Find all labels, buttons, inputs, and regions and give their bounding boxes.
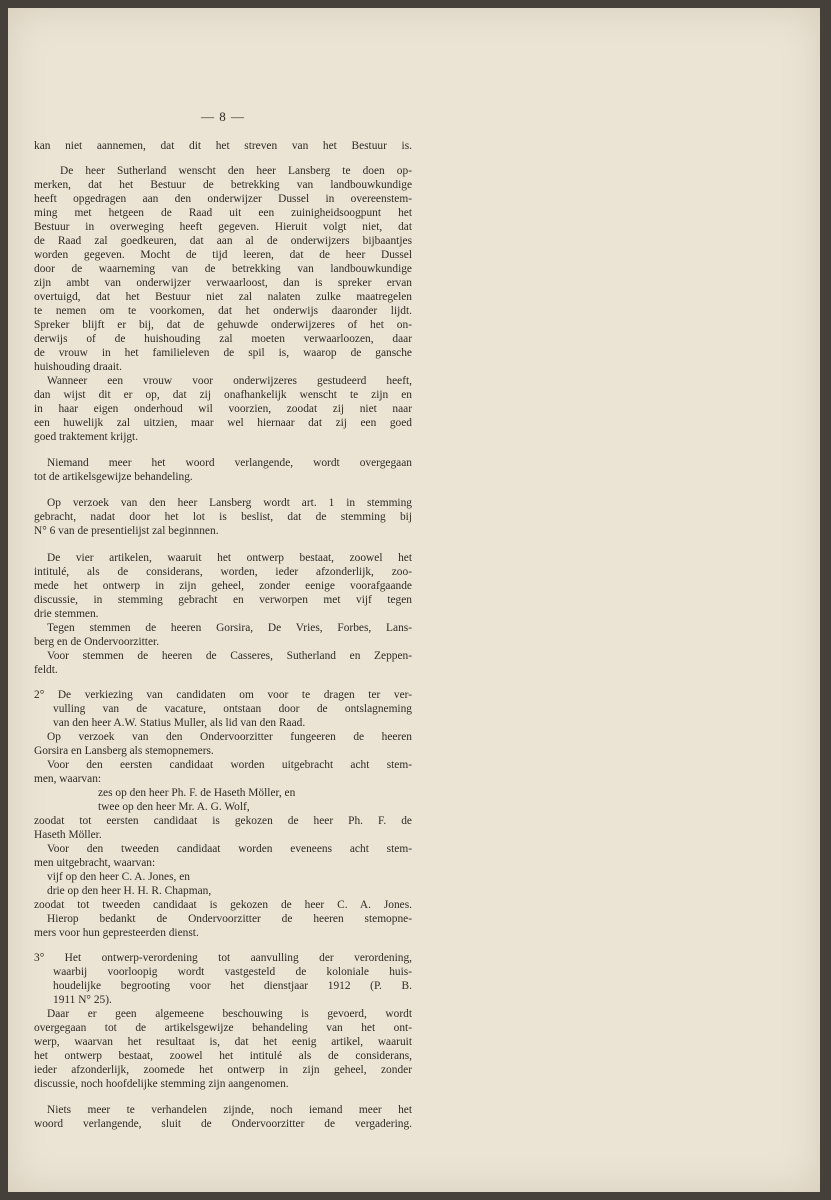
text-line: Niets meer te verhandelen zijnde, noch iemand meer het	[47, 1104, 412, 1116]
text-line: merken, dat het Bestuur de betrekking van landbouwkundige	[34, 179, 412, 191]
text-line: Op verzoek van den Ondervoorzitter fungeeren de heeren	[47, 731, 412, 743]
text-line: berg en de Ondervoorzitter.	[34, 636, 160, 648]
text-line: tot de artikelsgewijze behandeling.	[34, 471, 193, 483]
text-line: overgegaan tot de artikelsgewijze behandeling van het ont-	[34, 1022, 412, 1034]
text-line: Gorsira en Lansberg als stemopnemers.	[34, 745, 214, 757]
text-line: vijf op den heer C. A. Jones, en	[47, 871, 190, 883]
text-line: Bestuur in overweging heeft gegeven. Hieruit volgt niet, dat	[34, 221, 412, 233]
text-line: Haseth Möller.	[34, 829, 102, 841]
text-line: heeft opgedragen aan den onderwijzer Dussel in overeenstem-	[34, 193, 412, 205]
text-line: Spreker blijft er bij, dat de gehuwde onderwijzeres of het on-	[34, 319, 412, 331]
page-number: — 8 —	[201, 109, 245, 124]
text-line: overtuigd, dat het Bestuur niet zal nalaten zulke maatregelen	[34, 291, 412, 303]
text-line: intitulé, als de considerans, worden, ieder afzonderlijk, zoo-	[34, 566, 412, 578]
text-line: huishouding draait.	[34, 361, 122, 373]
text-line: te nemen om te voorkomen, dat het onderwijs daaronder lijdt.	[34, 305, 412, 317]
text-line: Wanneer een vrouw voor onderwijzeres gestudeerd heeft,	[47, 375, 412, 387]
text-line: Daar er geen algemeene beschouwing is gevoerd, wordt	[47, 1008, 412, 1020]
text-line: een huwelijk zal uitzien, maar wel hiernaar dat zij een goed	[34, 417, 412, 429]
text-line: discussie, noch hoofdelijke stemming zijn aangenomen.	[34, 1078, 289, 1090]
text-line: ming met hetgeen de Raad uit een zuinigheidsoogpunt het	[34, 207, 412, 219]
text-line: zoodat tot eersten candidaat is gekozen de heer Ph. F. de	[34, 815, 412, 827]
text-line: de Raad zal goedkeuren, dat aan al de onderwijzers bijbaantjes	[34, 235, 412, 247]
text-line: mers voor hun gepresteerden dienst.	[34, 927, 199, 939]
text-line: waarbij voorloopig wordt vastgesteld de koloniale huis-	[53, 966, 412, 978]
text-line: vulling van de vacature, ontstaan door de ontslagneming	[53, 703, 412, 715]
text-line: goed traktement krijgt.	[34, 431, 139, 443]
text-line: dan wijst dit er op, dat zij onafhankelijk wenscht te zijn en	[34, 389, 412, 401]
text-line: drie stemmen.	[34, 608, 99, 620]
text-line: feldt.	[34, 664, 58, 676]
text-line: De vier artikelen, waaruit het ontwerp bestaat, zoowel het	[47, 552, 412, 564]
text-line: werp, waarvan het resultaat is, dat het eenig artikel, waaruit	[34, 1036, 412, 1048]
text-line: kan niet aannemen, dat dit het streven van het Bestuur is.	[34, 140, 412, 152]
text-line: het ontwerp bestaat, zoowel het intitulé als de considerans,	[34, 1050, 412, 1062]
text-line: drie op den heer H. H. R. Chapman,	[47, 885, 212, 897]
text-line: 2° De verkiezing van candidaten om voor te dragen ter ver-	[34, 689, 412, 701]
text-line: 3° Het ontwerp-verordening tot aanvulling der verordening,	[34, 952, 412, 964]
text-line: Niemand meer het woord verlangende, wordt overgegaan	[47, 457, 412, 469]
text-line: N° 6 van de presentielijst zal beginnnen.	[34, 525, 219, 537]
text-line: Voor den tweeden candidaat worden eveneens acht stem-	[47, 843, 412, 855]
text-line: zes op den heer Ph. F. de Haseth Möller, en	[98, 787, 296, 799]
text-line: de vrouw in het familieleven de spil is, waarop de gansche	[34, 347, 412, 359]
text-line: van den heer A.W. Statius Muller, als lid van den Raad.	[53, 717, 306, 729]
text-line: woord verlangende, sluit de Ondervoorzitter de vergadering.	[34, 1118, 412, 1130]
text-line: houdelijke begrooting voor het dienstjaar 1912 (P. B.	[53, 980, 412, 992]
document-page	[8, 8, 820, 1192]
text-line: Voor stemmen de heeren de Casseres, Sutherland en Zeppen-	[47, 650, 412, 662]
text-line: twee op den heer Mr. A. G. Wolf,	[98, 801, 250, 813]
text-line: men, waarvan:	[34, 773, 102, 785]
text-line: zoodat tot tweeden candidaat is gekozen de heer C. A. Jones.	[34, 899, 412, 911]
text-line: De heer Sutherland wenscht den heer Lansberg te doen op-	[60, 165, 412, 177]
text-line: in haar eigen onderhoud wil voorzien, zoodat zij niet naar	[34, 403, 412, 415]
text-line: Hierop bedankt de Ondervoorzitter de heeren stemopne-	[47, 913, 412, 925]
text-line: gebracht, nadat door het lot is beslist, dat de stemming bij	[34, 511, 412, 523]
text-line: derwijs of de huishouding zal moeten verwaarloozen, daar	[34, 333, 412, 345]
text-line: men uitgebracht, waarvan:	[34, 857, 156, 869]
text-line: discussie, in stemming gebracht en verworpen met vijf tegen	[34, 594, 412, 606]
text-line: ieder afzonderlijk, zoomede het ontwerp in zijn geheel, zonder	[34, 1064, 412, 1076]
text-line: zijn ambt van onderwijzer verwaarloost, dan is spreker ervan	[34, 277, 412, 289]
text-line: mede het ontwerp in zijn geheel, zonder eenige voorafgaande	[34, 580, 412, 592]
text-line: 1911 N° 25).	[53, 994, 112, 1006]
text-line: Voor den eersten candidaat worden uitgebracht acht stem-	[47, 759, 412, 771]
text-line: Op verzoek van den heer Lansberg wordt art. 1 in stemming	[47, 497, 412, 509]
text-line: door de waarneming van de betrekking van landbouwkundige	[34, 263, 412, 275]
text-line: Tegen stemmen de heeren Gorsira, De Vries, Forbes, Lans-	[47, 622, 412, 634]
text-line: worden gegeven. Mocht de tijd leeren, dat de heer Dussel	[34, 249, 412, 261]
